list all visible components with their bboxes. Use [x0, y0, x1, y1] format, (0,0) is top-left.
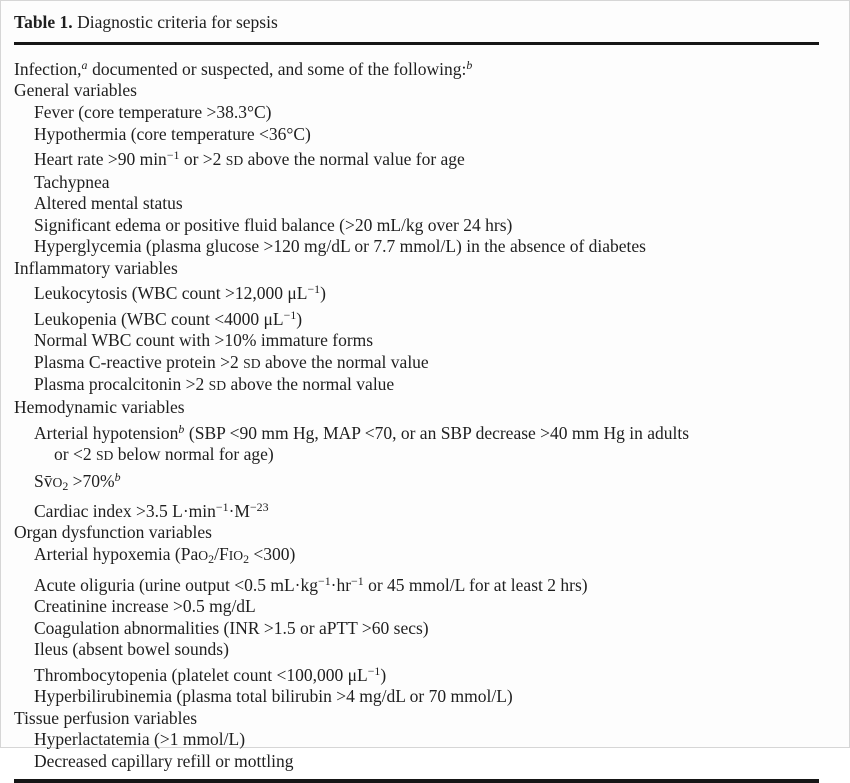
- criteria-line: [14, 618, 836, 640]
- criteria-line: [14, 330, 836, 352]
- criteria-line: [14, 419, 836, 444]
- text-segment: −1: [215, 499, 229, 514]
- text-segment: Heart rate >90 min: [34, 149, 167, 170]
- footnote-marker: a: [81, 58, 88, 72]
- text-segment: Altered mental status: [34, 193, 183, 214]
- criteria-line: [14, 124, 836, 146]
- text-segment: below normal for age): [113, 443, 274, 464]
- text-segment: SD: [225, 153, 244, 169]
- criteria-line: [14, 193, 836, 215]
- text-segment: O: [52, 474, 63, 490]
- text-segment: 2: [208, 551, 215, 566]
- text-segment: −1: [351, 573, 364, 588]
- criteria-line: [14, 751, 836, 773]
- text-segment: −1: [317, 573, 331, 588]
- text-segment: 2: [62, 478, 69, 493]
- text-segment: or <2: [54, 443, 96, 464]
- criteria-line: [14, 305, 836, 330]
- top-rule: [14, 42, 819, 45]
- text-segment: above the normal value: [260, 351, 429, 372]
- text-segment: General variables: [14, 80, 137, 101]
- criteria-line: [14, 661, 836, 686]
- text-segment: Hyperglycemia (plasma glucose >120 mg/dL or 7.7 mmol/L) in the absence of diabetes: [34, 236, 646, 257]
- text-segment: Acute oliguria (urine output <0.5 mL·kg: [34, 574, 318, 595]
- criteria-line: [14, 215, 836, 237]
- criteria-line: [14, 145, 836, 171]
- table-title: [14, 11, 836, 34]
- text-segment: −1: [367, 663, 381, 678]
- criteria-line: [14, 236, 836, 258]
- text-segment: Creatinine increase >0.5 mg/dL: [34, 596, 256, 617]
- text-segment: documented or suspected, and some of the following:: [87, 58, 467, 79]
- text-segment: Hemodynamic variables: [14, 396, 185, 417]
- criteria-line: [14, 374, 836, 397]
- text-segment: SD: [95, 447, 114, 463]
- footnote-marker: b: [178, 421, 185, 436]
- text-segment: SD: [208, 378, 227, 394]
- text-segment: Infection,: [14, 58, 82, 79]
- section-heading: [14, 522, 836, 544]
- footnote-marker: b: [466, 58, 473, 72]
- text-segment: O: [198, 548, 209, 564]
- text-segment: Tissue perfusion variables: [14, 707, 198, 728]
- text-segment: >70%: [68, 470, 115, 491]
- criteria-line: [14, 686, 836, 708]
- text-segment: 2: [243, 551, 250, 566]
- text-segment: Thrombocytopenia (platelet count <100,000 μL: [34, 664, 368, 685]
- text-segment: Plasma procalcitonin >2: [34, 374, 209, 395]
- criteria-line: [14, 172, 836, 194]
- intro-line: [14, 55, 836, 80]
- text-segment: SD: [243, 355, 261, 371]
- text-segment: −23: [249, 499, 269, 514]
- section-heading: [14, 397, 836, 419]
- section-heading: [14, 708, 836, 730]
- text-segment: Leukocytosis (WBC count >12,000 μL: [34, 283, 308, 304]
- text-segment: <300): [249, 544, 296, 565]
- text-segment: −1: [307, 282, 321, 297]
- text-segment: above the normal value: [226, 374, 395, 395]
- text-segment: Coagulation abnormalities (INR >1.5 or aPTT >60 secs): [34, 617, 429, 638]
- text-segment: ): [296, 308, 303, 329]
- criteria-line: [14, 497, 836, 522]
- text-segment: Fever (core temperature >38.3°C): [34, 102, 272, 123]
- text-segment: IO: [228, 548, 244, 564]
- text-segment: ·M: [228, 500, 250, 521]
- text-segment: Cardiac index >3.5 L·min: [34, 500, 216, 521]
- criteria-line: [14, 729, 836, 751]
- text-segment: /F: [214, 544, 229, 565]
- text-segment: or >2: [179, 149, 226, 170]
- text-segment: or 45 mmol/L for at least 2 hrs): [363, 574, 588, 595]
- criteria-line: [14, 102, 836, 124]
- text-segment: ·hr: [330, 574, 352, 595]
- text-segment: (SBP <90 mm Hg, MAP <70, or an SBP decrease >40 mm Hg in adults: [184, 422, 690, 443]
- text-segment: ): [380, 664, 387, 685]
- text-segment: Organ dysfunction variables: [14, 522, 212, 543]
- criteria-continuation: [14, 444, 836, 467]
- text-segment: Ileus (absent bowel sounds): [34, 639, 229, 660]
- criteria-line: [14, 639, 836, 661]
- text-segment: Normal WBC count with >10% immature forms: [34, 330, 374, 351]
- criteria-line: [14, 596, 836, 618]
- text-segment: Hyperbilirubinemia (plasma total bilirubin >4 mg/dL or 70 mmol/L): [34, 686, 513, 707]
- text-segment: Plasma C-reactive protein >2: [34, 351, 244, 372]
- text-segment: −1: [166, 148, 180, 163]
- table-label: Table 1.: [14, 12, 73, 32]
- text-segment: Arterial hypoxemia (Pa: [34, 544, 199, 565]
- table-body: [14, 55, 836, 772]
- criteria-line: [14, 571, 836, 596]
- text-segment: Arterial hypotension: [34, 422, 179, 443]
- text-segment: Decreased capillary refill or mottling: [34, 750, 294, 771]
- text-segment: above the normal value for age: [243, 149, 465, 170]
- text-segment: Sv̄: [34, 470, 53, 491]
- criteria-line: [14, 544, 836, 571]
- section-heading: [14, 80, 836, 102]
- bottom-rule: [14, 779, 819, 783]
- table-caption: Diagnostic criteria for sepsis: [72, 12, 278, 32]
- text-segment: Inflammatory variables: [14, 257, 178, 278]
- text-segment: −1: [283, 307, 297, 322]
- text-segment: Tachypnea: [34, 171, 110, 192]
- criteria-line: [14, 279, 836, 304]
- criteria-line: [14, 352, 836, 375]
- text-segment: Significant edema or positive fluid balance (>20 mL/kg over 24 hrs): [34, 214, 513, 235]
- footnote-marker: b: [114, 469, 121, 484]
- text-segment: Hypothermia (core temperature <36°C): [34, 123, 311, 144]
- section-heading: [14, 258, 836, 280]
- text-segment: Leukopenia (WBC count <4000 μL: [34, 308, 284, 329]
- text-segment: ): [320, 283, 326, 304]
- criteria-line: [14, 467, 836, 497]
- text-segment: Hyperlactatemia (>1 mmol/L): [34, 729, 246, 750]
